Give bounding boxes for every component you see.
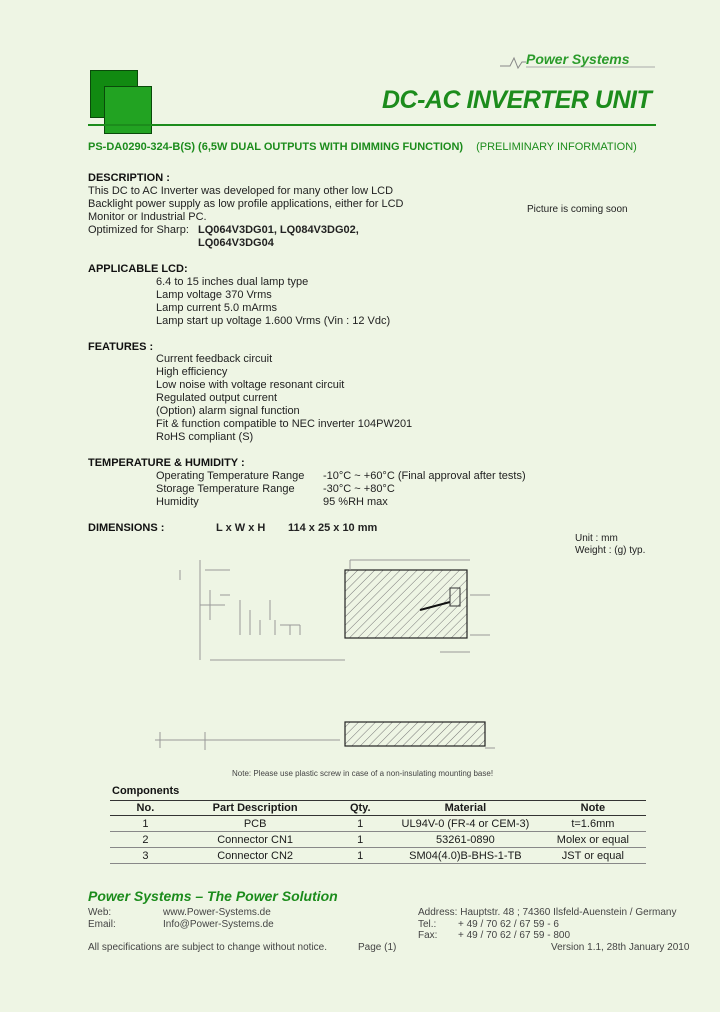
table-cell: SM04(4.0)B-BHS-1-TB [391,848,540,864]
brand-name: Power Systems [526,51,630,67]
temp-value: -30°C ~ +80°C [323,483,395,495]
temp-value: -10°C ~ +60°C (Final approval after tests) [323,470,526,482]
unit-label: Unit : mm [575,533,618,544]
drawing-right-view [345,560,490,652]
temp-label: Humidity [156,496,199,508]
feature-line: Regulated output current [156,392,278,404]
table-cell: 1 [329,832,391,848]
table-row [110,832,646,848]
table-cell: 1 [329,848,391,864]
table-cell: 2 [110,832,181,848]
sharp-models: LQ064V3DG04 [198,237,274,249]
lwh-label: L x W x H [216,522,266,534]
address: Address: Hauptstr. 48 ; 74360 Ilsfeld-Auenstein / Germany [418,907,677,918]
table-cell: 1 [329,816,391,832]
tel-value: + 49 / 70 62 / 67 59 - 6 [458,919,559,930]
temperature-heading: TEMPERATURE & HUMIDITY : [88,457,245,469]
web-link[interactable]: www.Power-Systems.de [163,907,271,918]
table-header-row [110,801,646,816]
description-line: Monitor or Industrial PC. [88,211,207,223]
table-cell: Connector CN2 [181,848,330,864]
table-cell: UL94V-0 (FR-4 or CEM-3) [391,816,540,832]
temp-label: Operating Temperature Range [156,470,305,482]
fax-label: Fax: [418,930,438,941]
applicable-heading: APPLICABLE LCD: [88,263,188,275]
column-header: Material [391,801,540,816]
part-status: (PRELIMINARY INFORMATION) [476,141,637,153]
dimensions-heading: DIMENSIONS : [88,522,165,534]
table-cell: 1 [110,816,181,832]
column-header: Note [540,801,646,816]
feature-line: Fit & function compatible to NEC inverter 104PW201 [156,418,413,430]
table-cell: Connector CN1 [181,832,330,848]
temp-value: 95 %RH max [323,496,388,508]
email-link[interactable]: Info@Power-Systems.de [163,919,274,930]
tel-label: Tel.: [418,919,437,930]
applicable-line: Lamp current 5.0 mArms [156,302,278,314]
page-title: DC-AC INVERTER UNIT [382,86,652,114]
title-rule [88,124,656,126]
table-cell: 3 [110,848,181,864]
lwh-value: 114 x 25 x 10 mm [288,522,378,534]
components-heading: Components [112,785,180,797]
feature-line: Low noise with voltage resonant circuit [156,379,345,391]
page-number: Page (1) [358,942,397,953]
dimensions-note: Note: Please use plastic screw in case of a non-insulating mounting base! [232,769,494,778]
description-line: This DC to AC Inverter was developed for many other low LCD [88,185,394,197]
logo-square-front [104,86,152,134]
temp-label: Storage Temperature Range [156,483,295,495]
components-table [110,800,646,864]
fax-value: + 49 / 70 62 / 67 59 - 800 [458,930,571,941]
column-header: Qty. [329,801,391,816]
applicable-line: Lamp voltage 370 Vrms [156,289,272,301]
dimension-drawing [150,540,550,760]
drawing-side-view [155,722,495,750]
description-line: Backlight power supply as low profile applications, either for LCD [88,198,404,210]
feature-line: Current feedback circuit [156,353,273,365]
feature-line: High efficiency [156,366,228,378]
description-heading: DESCRIPTION : [88,172,170,184]
features-heading: FEATURES : [88,341,154,353]
picture-note: Picture is coming soon [527,204,628,215]
table-cell: 53261-0890 [391,832,540,848]
optimized-label: Optimized for Sharp: [88,224,189,236]
column-header: No. [110,801,181,816]
drawing-left-view [180,560,345,660]
applicable-line: 6.4 to 15 inches dual lamp type [156,276,309,288]
table-cell: t=1.6mm [540,816,646,832]
table-row [110,816,646,832]
version: Version 1.1, 28th January 2010 [551,942,690,953]
part-number: PS-DA0290-324-B(S) [88,141,195,153]
table-cell: PCB [181,816,330,832]
part-line [88,141,637,153]
table-cell: Molex or equal [540,832,646,848]
footer-title: Power Systems – The Power Solution [88,888,338,904]
table-row [110,848,646,864]
table-cell: JST or equal [540,848,646,864]
web-label: Web: [88,907,112,918]
sharp-models: LQ064V3DG01, LQ084V3DG02, [198,224,359,236]
feature-line: RoHS compliant (S) [156,431,254,443]
email-label: Email: [88,919,116,930]
feature-line: (Option) alarm signal function [156,405,300,417]
column-header: Part Description [181,801,330,816]
applicable-line: Lamp start up voltage 1.600 Vrms (Vin : 12 Vdc) [156,315,391,327]
weight-label: Weight : (g) typ. [575,545,646,556]
part-desc: (6,5W DUAL OUTPUTS WITH DIMMING FUNCTION) [198,141,464,153]
disclaimer: All specifications are subject to change without notice. [88,942,328,953]
